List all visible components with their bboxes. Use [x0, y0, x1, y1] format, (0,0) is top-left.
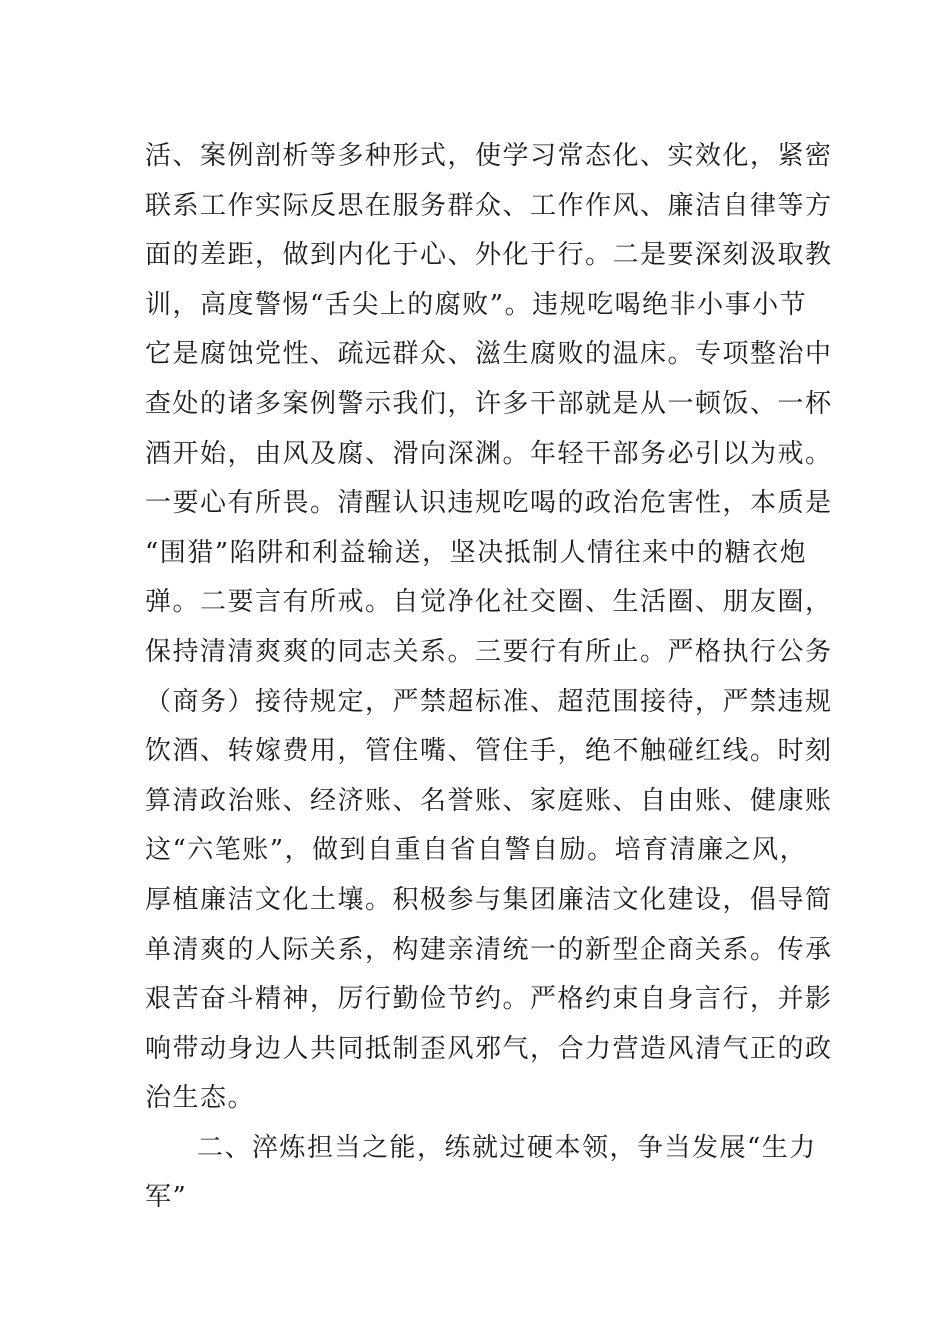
text-line: 一要心有所畏。清醒认识违规吃喝的政治危害性，本质是: [145, 488, 833, 519]
text-line: 艰苦奋斗精神，厉行勤俭节约。严格约束自身言行，并影: [145, 984, 833, 1015]
text-line: 它是腐蚀党性、疏远群众、滋生腐败的温床。专项整治中: [145, 339, 833, 370]
text-line: 面的差距，做到内化于心、外化于行。二是要深刻汲取教: [145, 240, 833, 271]
text-line: 单清爽的人际关系，构建亲清统一的新型企商关系。传承: [145, 934, 833, 965]
text-line: 训，高度警惕“舌尖上的腐败”。违规吃喝绝非小事小节: [145, 289, 808, 320]
section-heading-line: 二、淬炼担当之能，练就过硬本领，争当发展“生力: [197, 1132, 817, 1163]
text-line: 酒开始，由风及腐、滑向深渊。年轻干部务必引以为戒。: [145, 438, 833, 469]
text-line: 联系工作实际反思在服务群众、工作作风、廉洁自律等方: [145, 190, 833, 221]
text-line: 治生态。: [145, 1083, 256, 1114]
text-line: 查处的诸多案例警示我们，许多干部就是从一顿饭、一杯: [145, 388, 833, 419]
text-line: 弹。二要言有所戒。自觉净化社交圈、生活圈、朋友圈，: [145, 587, 833, 618]
text-line: 厚植廉洁文化土壤。积极参与集团廉洁文化建设，倡导简: [145, 884, 833, 915]
text-line: 响带动身边人共同抵制歪风邪气，合力营造风清气正的政: [145, 1033, 833, 1064]
text-line: 算清政治账、经济账、名誉账、家庭账、自由账、健康账: [145, 785, 833, 816]
text-line: （商务）接待规定，严禁超标准、超范围接待，严禁违规: [145, 686, 833, 717]
body-text: [145, 132, 833, 1223]
text-line: 饮酒、转嫁费用，管住嘴、管住手，绝不触碰红线。时刻: [145, 736, 833, 767]
text-line: “围猎”陷阱和利益输送，坚决抵制人情往来中的糖衣炮: [145, 537, 808, 568]
text-line: 保持清清爽爽的同志关系。三要行有所止。严格执行公务: [145, 636, 833, 667]
text-line: 这“六笔账”，做到自重自省自警自励。培育清廉之风，: [145, 835, 808, 866]
section-heading-line: 军”: [145, 1182, 188, 1213]
text-line: 活、案例剖析等多种形式，使学习常态化、实效化，紧密: [145, 141, 833, 171]
